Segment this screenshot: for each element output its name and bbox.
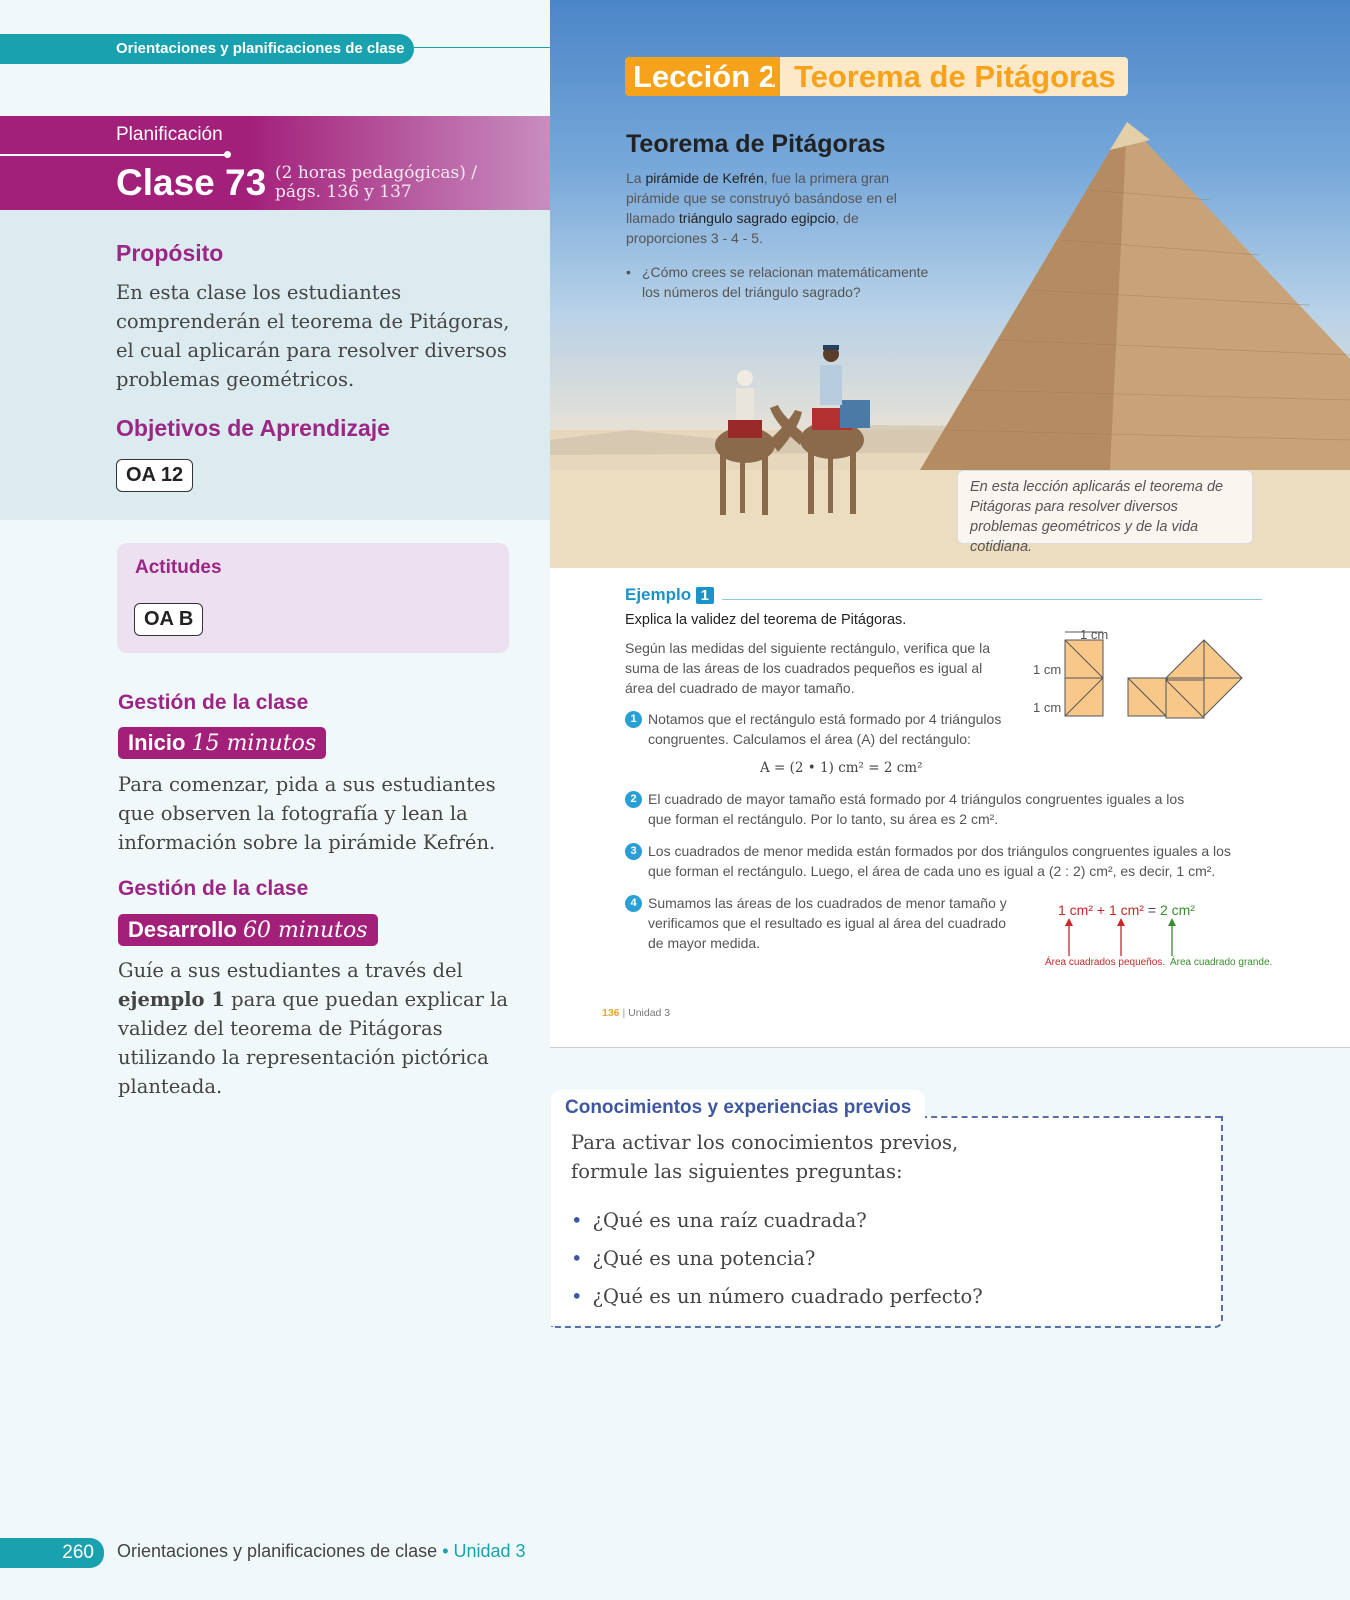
photo-text-bold-2: triángulo sagrado egipcio [678, 210, 836, 226]
step-2-text: El cuadrado de mayor tamaño está formado por 4 triángulos congruentes iguales a los que forman el rectángulo. Por lo tanto, su área es 2 cm². [648, 791, 1185, 827]
proposito-heading: Propósito [116, 240, 224, 266]
label-small-squares: Área cuadrados pequeños. [1045, 957, 1166, 968]
footer-title: Orientaciones y planificaciones de clase [117, 1541, 438, 1561]
question-3: ¿Qué es un número cuadrado perfecto? [592, 1285, 983, 1308]
clase-pages: págs. 136 y 137 [275, 182, 412, 202]
gestion-inicio-text: Para comenzar, pida a sus estudiantes que observen la fotografía y lean la información sobre la pirámide Kefrén. [118, 773, 496, 854]
conocimientos-intro: Para activar los conocimientos previos, formule las siguientes preguntas: [571, 1131, 959, 1183]
conocimientos-heading: Conocimientos y experiencias previos [551, 1090, 925, 1126]
conocimientos-border-top [921, 1116, 1221, 1118]
pyramid-photo [550, 0, 1350, 568]
inicio-time: 15 minutos [191, 731, 317, 756]
sum-big-square: 2 cm² [1159, 902, 1195, 918]
photo-question [626, 262, 946, 302]
step-1-marker: 1 [625, 711, 642, 728]
clase-number: Clase 73 [116, 162, 267, 203]
lesson-objective-note: En esta lección aplicarás el teorema de Pitágoras para resolver diversos problemas geométricos y de la vida cotidiana. [957, 470, 1253, 544]
ejemplo-subtitle: Explica la validez del teorema de Pitágoras. [625, 612, 907, 628]
photo-text-bold-1: pirámide de Kefrén [645, 170, 764, 186]
step-4-marker: 4 [625, 895, 642, 912]
sum-small-squares: 1 cm² + 1 cm² [1058, 902, 1144, 918]
section-header-title: Orientaciones y planificaciones de clase [116, 40, 405, 57]
photo-question-text: ¿Cómo crees se relacionan matemáticamente los números del triángulo sagrado? [642, 264, 929, 300]
ejemplo-intro: Según las medidas del siguiente rectángulo, verifica que la suma de las áreas de los cuadrados pequeños es igual al área del cuadrado de mayor tamaño. [625, 640, 991, 696]
footer-separator: • [437, 1541, 454, 1561]
proposito-panel [0, 210, 551, 520]
ejemplo-heading [625, 585, 714, 605]
actitudes-panel [117, 543, 509, 653]
clase-hours [275, 164, 477, 202]
banner-rule [0, 154, 228, 156]
desarrollo-time: 60 minutos [242, 918, 368, 943]
footer-page-number: 260 [62, 1542, 94, 1563]
dim-left-label-1: 1 cm [1033, 662, 1062, 677]
oa-b-badge: OA B [134, 603, 203, 636]
textbook-page-footer: 136 | Unidad 3 [602, 1007, 671, 1019]
footer-text [117, 1541, 526, 1562]
section-header-tab [0, 34, 414, 64]
oa-12-badge: OA 12 [116, 459, 193, 492]
area-sum [1058, 902, 1195, 918]
lesson-number-tag: Lección 2 [625, 57, 784, 96]
bullet-icon: • [571, 1209, 583, 1232]
textbook-page [550, 0, 1350, 1048]
clase-hours-line1: (2 horas pedagógicas) / [275, 163, 477, 183]
gestion-desarrollo-heading: Gestión de la clase [118, 877, 309, 900]
label-big-square: Área cuadrado grande. [1170, 957, 1273, 968]
desarrollo-text-pre: Guíe a sus estudiantes a través del [118, 959, 463, 982]
ejemplo-rule [722, 599, 1262, 600]
question-1: ¿Qué es una raíz cuadrada? [592, 1209, 867, 1232]
textbook-page-unit: Unidad 3 [628, 1007, 671, 1019]
step-2-marker: 2 [625, 791, 642, 808]
textbook-page-number: 136 [602, 1007, 620, 1019]
proposito-text: En esta clase los estudiantes comprenderán el teorema de Pitágoras, el cual aplicarán para resolver diversos problemas geométricos. [116, 281, 510, 391]
pythagoras-diagram [1030, 618, 1290, 738]
photo-title: Teorema de Pitágoras [626, 130, 886, 158]
gestion-desarrollo-text [118, 956, 523, 1101]
planificacion-banner [0, 116, 551, 210]
desarrollo-text-bold: ejemplo 1 [118, 988, 225, 1011]
bullet-icon: • [571, 1247, 583, 1270]
header-rule [414, 47, 550, 48]
sum-arrows [1050, 918, 1200, 958]
bullet-icon: • [626, 264, 631, 280]
desarrollo-text-post: para que puedan explicar la validez del teorema de Pitágoras utilizando la representación pictórica planteada. [118, 988, 509, 1098]
photo-text-1: La [626, 170, 642, 186]
banner-rule-dot [224, 151, 231, 158]
desarrollo-time-pill [118, 914, 378, 946]
planificacion-label: Planificación [116, 124, 223, 145]
lesson-title: Teorema de Pitágoras [780, 57, 1128, 96]
step-1-text: Notamos que el rectángulo está formado por 4 triángulos congruentes. Calculamos el área (A) del rectángulo: [648, 711, 1002, 747]
dim-top-label: 1 cm [1080, 627, 1109, 642]
footer-page-tab [0, 1538, 104, 1568]
conocimientos-border [551, 1116, 1223, 1328]
desarrollo-label: Desarrollo [128, 917, 237, 942]
inicio-label: Inicio [128, 730, 186, 755]
objetivos-heading: Objetivos de Aprendizaje [116, 415, 390, 441]
sum-equals: = [1143, 902, 1160, 918]
step-3-marker: 3 [625, 843, 642, 860]
actitudes-heading: Actitudes [135, 557, 222, 578]
photo-text-3: , de proporciones 3 - 4 - 5. [626, 210, 859, 246]
gestion-inicio-heading: Gestión de la clase [118, 691, 309, 714]
inicio-time-pill [118, 727, 326, 759]
bullet-icon: • [571, 1285, 583, 1308]
question-2: ¿Qué es una potencia? [592, 1247, 816, 1270]
ejemplo-title: Ejemplo [625, 585, 692, 604]
footer-unit: Unidad 3 [453, 1541, 526, 1561]
ejemplo-number: 1 [696, 587, 714, 604]
step-3-text: Los cuadrados de menor medida están formados por dos triángulos congruentes iguales a los que forman el rectángulo. Luego, el área de cada uno es igual a (2 : 2) cm², es decir, 1 cm². [648, 843, 1231, 879]
dim-left-label-2: 1 cm [1033, 700, 1062, 715]
step-4-text: Sumamos las áreas de los cuadrados de menor tamaño y verificamos que el resultado es igual al área del cuadrado de mayor medida. [648, 895, 1007, 951]
photo-intro-text [626, 168, 926, 248]
photo-text-2: , fue la primera gran pirámide que se construyó basándose en el llamado [626, 170, 897, 226]
area-formula: A = (2 • 1) cm² = 2 cm² [760, 760, 923, 776]
